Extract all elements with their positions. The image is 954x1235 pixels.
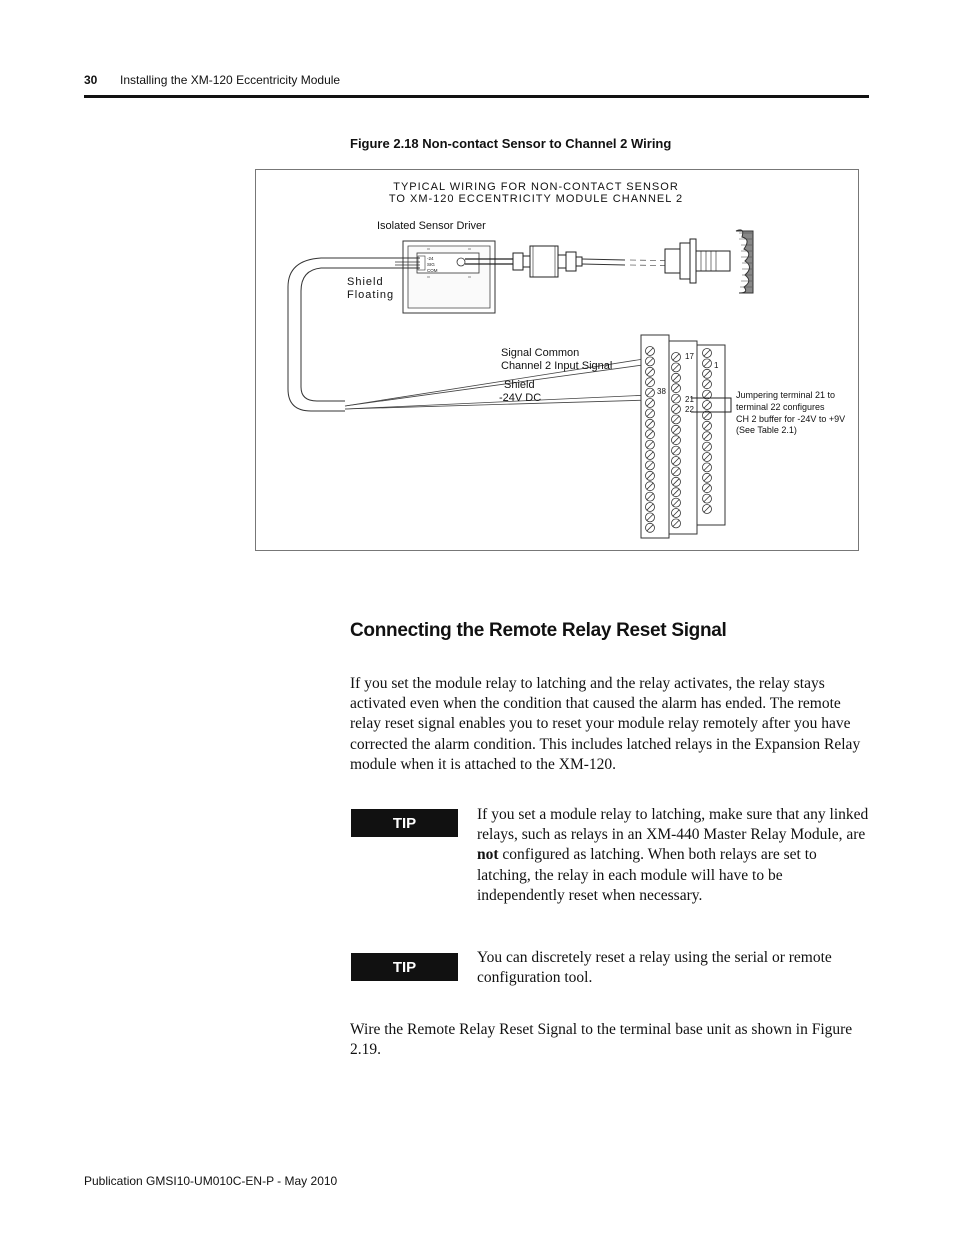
tip-badge-1: TIP <box>351 809 458 837</box>
terminal-17: 17 <box>685 352 694 361</box>
diagram-title-line2: TO XM-120 ECCENTRICITY MODULE CHANNEL 2 <box>388 193 684 205</box>
intro-paragraph: If you set the module relay to latching and the relay activates, the relay stays activated even when the condition that caused the alarm has ended. The remote relay reset signal enables you to reset your module relay remotely after you have corrected the alarm condition. This includes latched relays in the Expansion Relay module when it is attached to the XM-120. <box>350 675 861 773</box>
shield-floating-label-1: Shield <box>347 276 384 288</box>
connector-a <box>513 253 523 270</box>
terminal-21: 21 <box>685 395 694 404</box>
jumper-note-4: (See Table 2.1) <box>736 425 797 435</box>
jumper-note-1: Jumpering terminal 21 to <box>736 390 836 400</box>
tip1-text-after: configured as latching. When both relays are set to latching, the relay in each module will have to be independently reset when necessary. <box>477 846 817 904</box>
terminal-22: 22 <box>685 405 694 414</box>
label-minus24: -24V DC <box>499 392 542 404</box>
jumper-note-2: terminal 22 configures <box>736 402 825 412</box>
tip-badge-2: TIP <box>351 953 458 981</box>
section-title: Connecting the Remote Relay Reset Signal <box>350 620 727 641</box>
tip1-emphasis: not <box>477 846 499 864</box>
wiring-figure <box>255 169 859 551</box>
driver-connector <box>457 258 465 266</box>
terminal-1: 1 <box>714 361 719 370</box>
terminal-38: 38 <box>657 387 666 396</box>
driver-pin-2: SIG <box>427 262 435 267</box>
driver-pin-3: COM <box>427 268 438 273</box>
connector-b <box>566 252 576 271</box>
shield-floating-label-2: Floating <box>347 289 395 301</box>
header-rule <box>84 95 869 98</box>
running-header: Installing the XM-120 Eccentricity Module <box>120 73 341 87</box>
wiring-diagram <box>255 169 859 551</box>
label-channel2-input: Channel 2 Input Signal <box>501 360 613 372</box>
driver-pin-1: -24 <box>427 256 434 261</box>
driver-label: Isolated Sensor Driver <box>377 220 486 232</box>
tip-text-2: You can discretely reset a relay using the serial or remote configuration tool. <box>477 949 832 987</box>
tip1-text-before: If you set a module relay to latching, make sure that any linked relays, such as relays in an XM-440 Master Relay Module, are <box>477 806 869 844</box>
figure-caption: Figure 2.18 Non-contact Sensor to Channel 2 Wiring <box>350 136 672 151</box>
label-signal-common: Signal Common <box>501 347 580 359</box>
terminal-screws-b <box>672 353 681 528</box>
tip-text-1 <box>477 805 869 906</box>
label-shield: Shield <box>504 379 535 391</box>
publication-footer: Publication GMSI10-UM010C-EN-P - May 2010 <box>84 1174 338 1188</box>
connector-coupler <box>530 246 558 277</box>
jumper-note-3: CH 2 buffer for -24V to +9V <box>736 414 846 424</box>
page-number: 30 <box>84 73 98 87</box>
diagram-title-line1: TYPICAL WIRING FOR NON-CONTACT SENSOR <box>393 181 679 193</box>
closing-paragraph: Wire the Remote Relay Reset Signal to the terminal base unit as shown in Figure 2.19. <box>350 1021 853 1059</box>
